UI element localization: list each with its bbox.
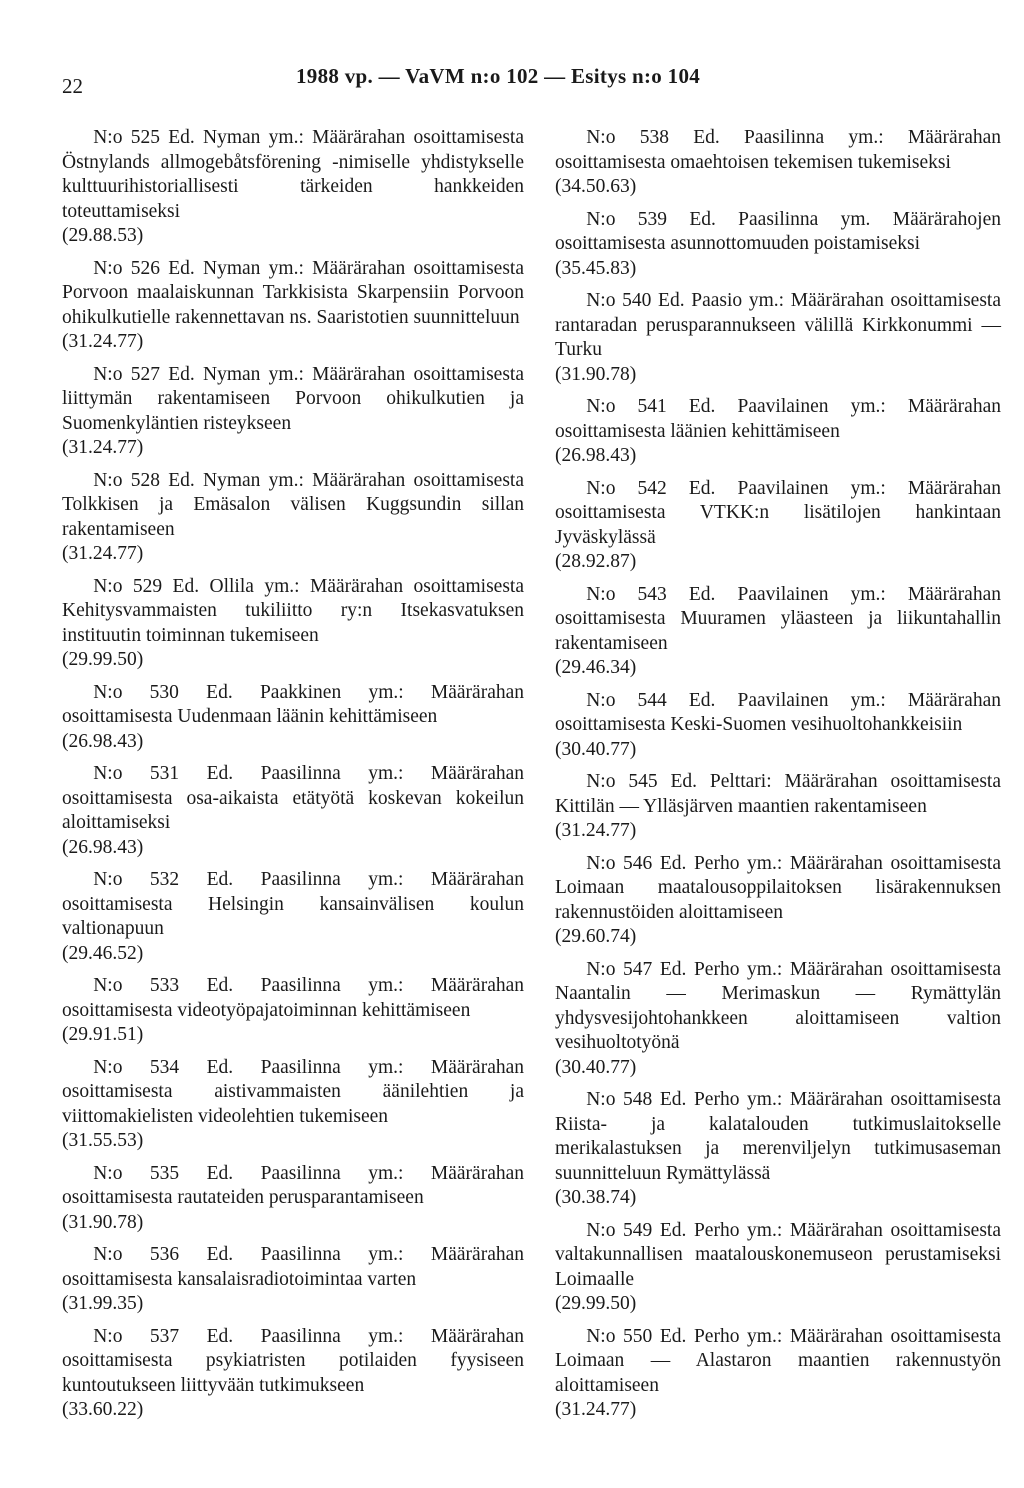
motion-text: N:o 550 Ed. Perho ym.: Määrärahan osoittamisesta Loimaan — Alastaron maantien rakennustyön aloittamiseen: [555, 1325, 1001, 1396]
motion-text: N:o 535 Ed. Paasilinna ym.: Määrärahan osoittamisesta rautateiden perusparantamiseen: [62, 1162, 524, 1208]
budget-code: (29.99.50): [62, 649, 144, 670]
budget-code: (31.90.78): [62, 1211, 144, 1233]
motion-entry: [555, 1325, 1001, 1423]
motion-text: N:o 548 Ed. Perho ym.: Määrärahan osoittamisesta Riista- ja kalatalouden tutkimuslaitokselle merikalastuksen ja merenviljelyn tutkimusaseman suunnitteluun Rymättylässä: [555, 1089, 1001, 1184]
budget-code: (35.45.83): [555, 257, 637, 279]
motion-entry: [555, 208, 1001, 282]
motion-text: N:o 534 Ed. Paasilinna ym.: Määrärahan osoittamisesta aistivammaisten äänilehtien ja viittomakielisten videolehtien tukemiseen: [62, 1056, 524, 1127]
motion-text: N:o 537 Ed. Paasilinna ym.: Määrärahan osoittamisesta psykiatristen potilaiden fyysiseen kuntoutukseen liittyvään tutkimukseen: [62, 1325, 524, 1396]
motion-text: N:o 536 Ed. Paasilinna ym.: Määrärahan osoittamisesta kansalaisradiotoimintaa varten: [62, 1244, 524, 1290]
motion-entry: [555, 583, 1001, 681]
motion-text: N:o 532 Ed. Paasilinna ym.: Määrärahan osoittamisesta Helsingin kansainvälisen koulun valtionapuun: [62, 869, 524, 939]
budget-code: (29.46.34): [555, 657, 637, 678]
budget-code: (31.55.53): [62, 1130, 144, 1151]
motion-text: N:o 546 Ed. Perho ym.: Määrärahan osoittamisesta Loimaan maatalousoppilaitoksen lisärakennuksen rakennustöiden aloittamiseen: [555, 852, 1001, 923]
budget-code: (29.91.51): [62, 1024, 144, 1045]
budget-code: (30.38.74): [555, 1187, 637, 1208]
budget-code: (29.46.52): [62, 942, 144, 964]
budget-code: (30.40.77): [555, 1056, 637, 1078]
motion-text: N:o 530 Ed. Paakkinen ym.: Määrärahan osoittamisesta Uudenmaan läänin kehittämiseen: [62, 681, 524, 727]
budget-code: (30.40.77): [555, 738, 637, 760]
budget-code: (26.98.43): [62, 836, 144, 858]
budget-code: (29.60.74): [555, 926, 637, 947]
motion-text: N:o 545 Ed. Pelttari: Määrärahan osoittamisesta Kittilän — Ylläsjärven maantien rakentamiseen: [555, 771, 1001, 817]
motion-entry: [62, 257, 524, 355]
budget-code: (31.90.78): [555, 363, 637, 385]
motion-entry: [555, 477, 1001, 575]
budget-code: (26.98.43): [62, 730, 144, 752]
budget-code: (33.60.22): [62, 1399, 144, 1420]
budget-code: (29.99.50): [555, 1293, 637, 1314]
budget-code: (31.24.77): [62, 437, 144, 458]
motion-entry: [62, 868, 524, 966]
budget-code: (34.50.63): [555, 176, 637, 197]
motion-entry: [62, 1325, 524, 1423]
motion-entry: [62, 681, 524, 755]
left-column: [62, 126, 524, 1431]
right-column: [555, 126, 1001, 1431]
motion-text: N:o 541 Ed. Paavilainen ym.: Määrärahan osoittamisesta läänien kehittämiseen: [555, 396, 1001, 442]
motion-text: N:o 540 Ed. Paasio ym.: Määrärahan osoittamisesta rantaradan perusparannukseen välillä Kirkkonummi — Turku: [555, 290, 1001, 360]
motion-text: N:o 544 Ed. Paavilainen ym.: Määrärahan osoittamisesta Keski-Suomen vesihuoltohankkeisiin: [555, 689, 1001, 735]
motion-text: N:o 531 Ed. Paasilinna ym.: Määrärahan osoittamisesta osa-aikaista etätyötä koskevan kokeilun aloittamiseksi: [62, 763, 524, 833]
motion-text: N:o 533 Ed. Paasilinna ym.: Määrärahan osoittamisesta videotyöpajatoiminnan kehittämiseen: [62, 975, 524, 1021]
motion-entry: [62, 1162, 524, 1236]
motion-text: N:o 526 Ed. Nyman ym.: Määrärahan osoittamisesta Porvoon maalaiskunnan Tarkkisista Skarpensiin Porvoon ohikulkutielle rakennettavan ns. Saaristotien suunnitteluun: [62, 257, 524, 328]
motion-text: N:o 538 Ed. Paasilinna ym.: Määrärahan osoittamisesta omaehtoisen tekemisen tukemiseksi: [555, 127, 1001, 173]
motion-entry: [62, 974, 524, 1048]
motion-text: N:o 529 Ed. Ollila ym.: Määrärahan osoittamisesta Kehitysvammaisten tukiliitto ry:n Itsekasvatuksen instituutin toiminnan tukemiseen: [62, 575, 524, 646]
budget-code: (31.24.77): [62, 543, 144, 564]
motion-text: N:o 527 Ed. Nyman ym.: Määrärahan osoittamisesta liittymän rakentamiseen Porvoon ohikulkutien ja Suomenkyläntien risteykseen: [62, 363, 524, 434]
motion-entry: [62, 762, 524, 860]
motion-entry: [555, 852, 1001, 950]
budget-code: (31.99.35): [62, 1293, 144, 1314]
motion-text: N:o 549 Ed. Perho ym.: Määrärahan osoittamisesta valtakunnallisen maatalouskonemuseon perustamiseksi Loimaalle: [555, 1219, 1001, 1290]
motion-text: N:o 543 Ed. Paavilainen ym.: Määrärahan osoittamisesta Muuramen yläasteen ja liikuntahallin rakentamiseen: [555, 583, 1001, 654]
budget-code: (31.24.77): [62, 331, 144, 352]
motion-entry: [62, 126, 524, 249]
motion-entry: [555, 126, 1001, 200]
motion-text: N:o 525 Ed. Nyman ym.: Määrärahan osoittamisesta Östnylands allmogebåtsförening -nimiselle yhdistykselle kulttuurihistoriallisesti tärkeiden hankkeiden toteuttamiseksi: [62, 127, 524, 222]
motion-entry: [555, 958, 1001, 1081]
motion-entry: [62, 1243, 524, 1317]
motion-entry: [62, 469, 524, 567]
motion-text: N:o 528 Ed. Nyman ym.: Määrärahan osoittamisesta Tolkkisen ja Emäsalon välisen Kuggsundin sillan rakentamiseen: [62, 469, 524, 540]
motion-entry: [555, 1088, 1001, 1211]
motion-entry: [555, 395, 1001, 469]
page-number: 22: [62, 74, 83, 98]
motion-entry: [62, 575, 524, 673]
motion-entry: [555, 770, 1001, 844]
budget-code: (26.98.43): [555, 445, 637, 466]
budget-code: (29.88.53): [62, 225, 144, 246]
running-head: 1988 vp. — VaVM n:o 102 — Esitys n:o 104: [296, 64, 701, 88]
budget-code: (28.92.87): [555, 551, 637, 572]
motion-entry: [62, 363, 524, 461]
motion-text: N:o 539 Ed. Paasilinna ym. Määrärahojen osoittamisesta asunnottomuuden poistamiseksi: [555, 208, 1001, 254]
motion-entry: [62, 1056, 524, 1154]
motion-entry: [555, 1219, 1001, 1317]
motion-text: N:o 542 Ed. Paavilainen ym.: Määrärahan osoittamisesta VTKK:n lisätilojen hankintaan Jyväskylässä: [555, 477, 1001, 548]
motion-entry: [555, 689, 1001, 763]
budget-code: (31.24.77): [555, 1399, 637, 1420]
budget-code: (31.24.77): [555, 820, 637, 841]
motion-text: N:o 547 Ed. Perho ym.: Määrärahan osoittamisesta Naantalin — Merimaskun — Rymättylän yhdysvesijohtohankkeen aloittamiseen valtion vesihuoltotyönä: [555, 958, 1001, 1053]
motion-entry: [555, 289, 1001, 387]
